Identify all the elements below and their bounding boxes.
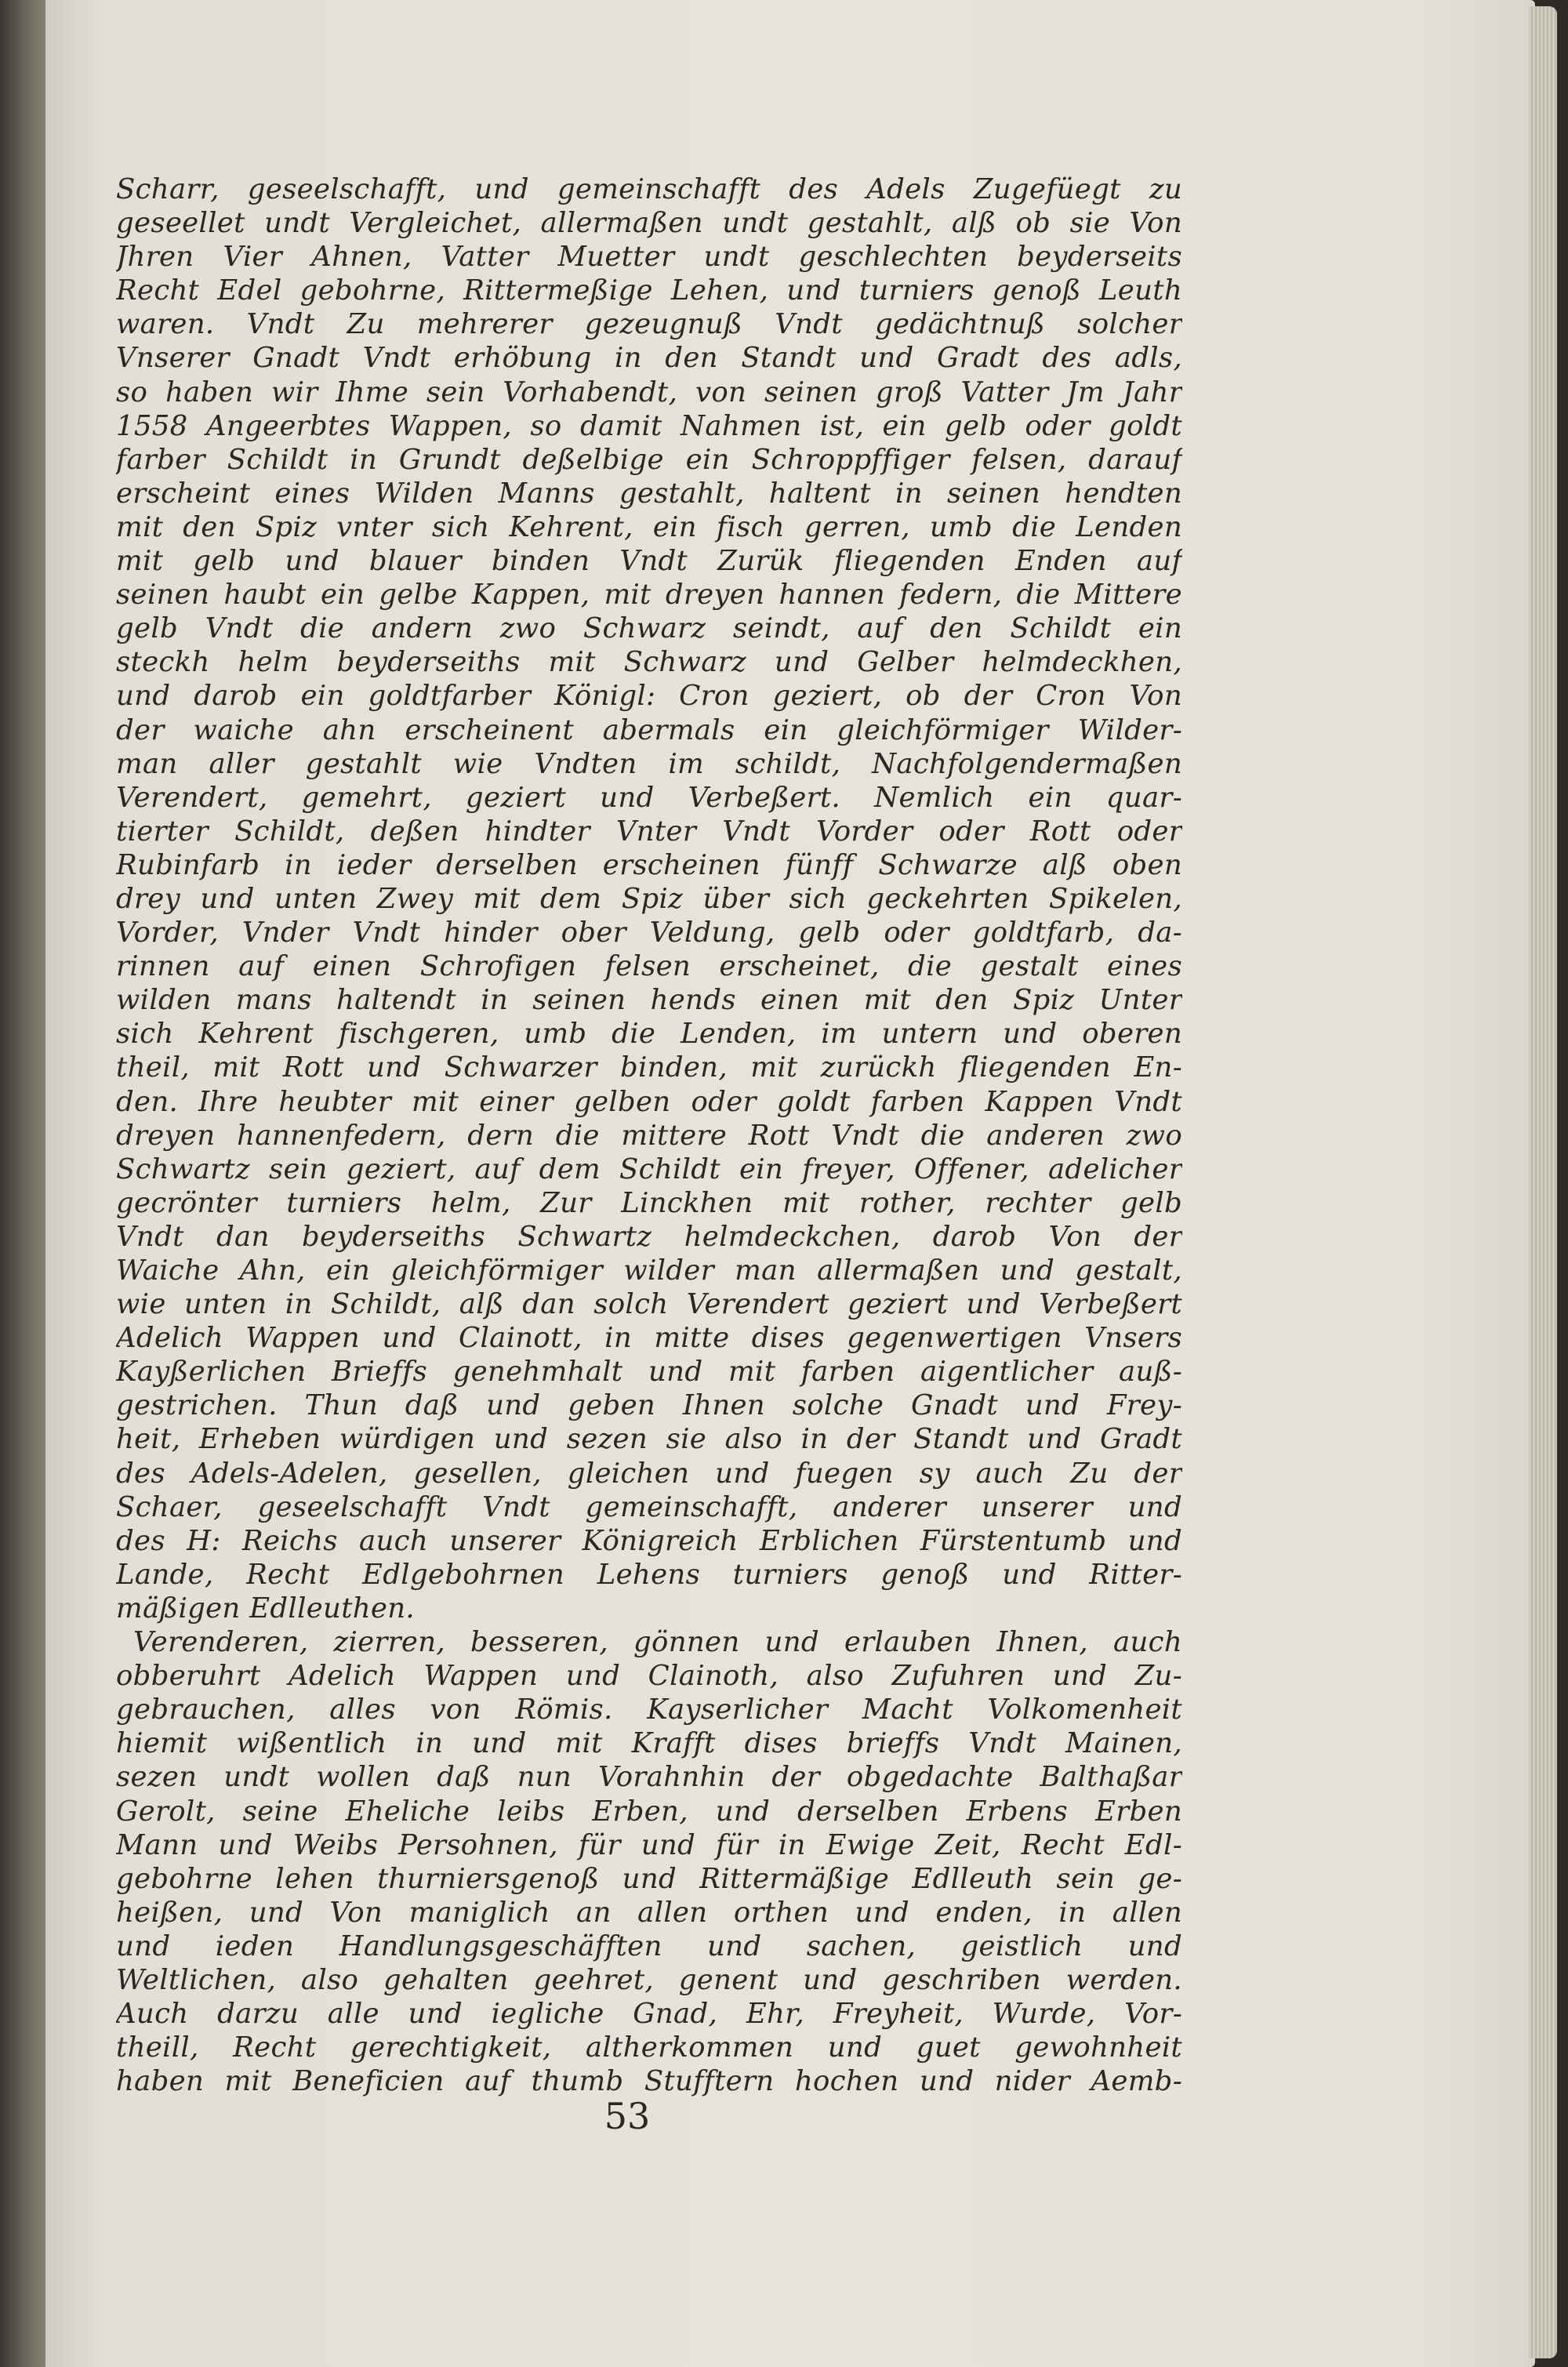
text-line: haben mit Beneficien auf thumb Stufftern hochen und nider Aemb-	[116, 2065, 1182, 2098]
text-line: wie unten in Schildt, alß dan solch Verendert geziert und Verbeßert	[116, 1288, 1182, 1321]
text-line: rinnen auf einen Schrofigen felsen erscheinet, die gestalt eines	[116, 950, 1182, 983]
text-line: Rubinfarb in ieder derselben erscheinen fünff Schwarze alß oben	[116, 848, 1182, 881]
text-line: mit den Spiz vnter sich Kehrent, ein fisch gerren, umb die Lenden	[116, 510, 1182, 543]
text-line: Schaer, geseelschafft Vndt gemeinschafft, anderer unserer und	[116, 1490, 1182, 1523]
text-line: Schwartz sein geziert, auf dem Schildt ein freyer, Offener, adelicher	[116, 1153, 1182, 1185]
text-line: obberuhrt Adelich Wappen und Clainoth, also Zufuhren und Zu-	[116, 1660, 1182, 1693]
text-line: sezen undt wollen daß nun Vorahnhin der obgedachte Balthaßar	[116, 1761, 1182, 1794]
text-line: Lande, Recht Edlgebohrnen Lehens turniers genoß und Ritter-	[116, 1558, 1182, 1591]
text-line: sich Kehrent fischgeren, umb die Lenden, im untern und oberen	[116, 1018, 1182, 1051]
text-line: und ieden Handlungsgeschäfften und sachen, geistlich und	[116, 1930, 1182, 1962]
text-line: gebohrne lehen thurniersgenoß und Rittermäßige Edlleuth sein ge-	[116, 1862, 1182, 1895]
text-line: drey und unten Zwey mit dem Spiz über sich geckehrten Spikelen,	[116, 882, 1182, 915]
text-line: Waiche Ahn, ein gleichförmiger wilder man allermaßen und gestalt,	[116, 1254, 1182, 1287]
text-line: steckh helm beyderseiths mit Schwarz und Gelber helmdeckhen,	[116, 646, 1182, 679]
text-line: erscheint eines Wilden Manns gestahlt, haltent in seinen hendten	[116, 477, 1182, 510]
text-line: gebrauchen, alles von Römis. Kayserlicher Macht Volkomenheit	[116, 1694, 1182, 1726]
text-line: Mann und Weibs Persohnen, für und für in Ewige Zeit, Recht Edl-	[116, 1828, 1182, 1861]
text-line: Weltlichen, also gehalten geehret, genent und geschriben werden.	[116, 1963, 1182, 1996]
text-line: Adelich Wappen und Clainott, in mitte dises gegenwertigen Vnsers	[116, 1322, 1182, 1355]
page-number: 53	[604, 2095, 651, 2137]
text-line: Vorder, Vnder Vndt hinder ober Veldung, gelb oder goldtfarb, da-	[116, 917, 1182, 949]
text-line: so haben wir Ihme sein Vorhabendt, von seinen groß Vatter Jm Jahr	[116, 376, 1182, 408]
body-text	[116, 172, 1182, 2098]
text-line: wilden mans haltendt in seinen hends einen mit den Spiz Unter	[116, 984, 1182, 1017]
text-line: geseellet undt Vergleichet, allermaßen undt gestahlt, alß ob sie Von	[116, 207, 1182, 240]
text-line: Jhren Vier Ahnen, Vatter Muetter undt geschlechten beyderseits	[116, 241, 1182, 274]
text-line: waren. Vndt Zu mehrerer gezeugnuß Vndt gedächtnuß solcher	[116, 308, 1182, 341]
text-line: Recht Edel gebohrne, Rittermeßige Lehen, und turniers genoß Leuth	[116, 274, 1182, 307]
text-line: des H: Reichs auch unserer Königreich Erblichen Fürstentumb und	[116, 1524, 1182, 1557]
text-line: tierter Schildt, deßen hindter Vnter Vndt Vorder oder Rott oder	[116, 815, 1182, 848]
text-line: farber Schildt in Grundt deßelbige ein Schroppffiger felsen, darauf	[116, 443, 1182, 476]
text-line: Kayßerlichen Brieffs genehmhalt und mit farben aigentlicher auß-	[116, 1356, 1182, 1389]
text-line: seinen haubt ein gelbe Kappen, mit dreyen hannen federn, die Mittere	[116, 579, 1182, 612]
text-line: des Adels-Adelen, gesellen, gleichen und fuegen sy auch Zu der	[116, 1457, 1182, 1490]
text-line: gelb Vndt die andern zwo Schwarz seindt, auf den Schildt ein	[116, 612, 1182, 645]
text-line: mit gelb und blauer binden Vndt Zurük fliegenden Enden auf	[116, 545, 1182, 578]
text-line: mäßigen Edlleuthen.	[116, 1592, 415, 1625]
text-line: heit, Erheben würdigen und sezen sie also in der Standt und Gradt	[116, 1423, 1182, 1456]
text-line: Scharr, geseelschafft, und gemeinschafft des Adels Zugefüegt zu	[116, 173, 1182, 205]
text-line: den. Ihre heubter mit einer gelben oder goldt farben Kappen Vndt	[116, 1085, 1182, 1118]
text-line: Verenderen, zierren, besseren, gönnen und erlauben Ihnen, auch	[133, 1626, 1182, 1659]
text-line: gestrichen. Thun daß und geben Ihnen solche Gnadt und Frey-	[116, 1389, 1182, 1422]
text-line: gecrönter turniers helm, Zur Linckhen mit rother, rechter gelb	[116, 1186, 1182, 1219]
text-line: Vnserer Gnadt Vndt erhöbung in den Standt und Gradt des adls,	[116, 342, 1182, 375]
text-line: theill, Recht gerechtigkeit, altherkommen und guet gewohnheit	[116, 2031, 1182, 2064]
text-line: dreyen hannenfedern, dern die mittere Rott Vndt die anderen zwo	[116, 1119, 1182, 1152]
text-line: heißen, und Von maniglich an allen orthen und enden, in allen	[116, 1896, 1182, 1929]
text-line: der waiche ahn erscheinent abermals ein gleichförmiger Wilder-	[116, 713, 1182, 746]
book-spine-shadow	[0, 0, 50, 2367]
text-line: Auch darzu alle und iegliche Gnad, Ehr, Freyheit, Wurde, Vor-	[116, 1998, 1182, 2031]
text-line: Vndt dan beyderseiths Schwartz helmdeckchen, darob Von der	[116, 1220, 1182, 1253]
text-line: man aller gestahlt wie Vndten im schildt, Nachfolgendermaßen	[116, 747, 1182, 780]
text-line: und darob ein goldtfarber Königl: Cron geziert, ob der Cron Von	[116, 680, 1182, 713]
text-line: 1558 Angeerbtes Wappen, so damit Nahmen ist, ein gelb oder goldt	[116, 409, 1182, 442]
text-line: Gerolt, seine Eheliche leibs Erben, und derselben Erbens Erben	[116, 1795, 1182, 1828]
text-line: Verendert, gemehrt, geziert und Verbeßert. Nemlich ein quar-	[116, 781, 1182, 814]
text-line: hiemit wißentlich in und mit Krafft dises brieffs Vndt Mainen,	[116, 1727, 1182, 1760]
page-edge-stack	[1529, 6, 1557, 2358]
text-line: theil, mit Rott und Schwarzer binden, mit zurückh fliegenden En-	[116, 1051, 1182, 1084]
